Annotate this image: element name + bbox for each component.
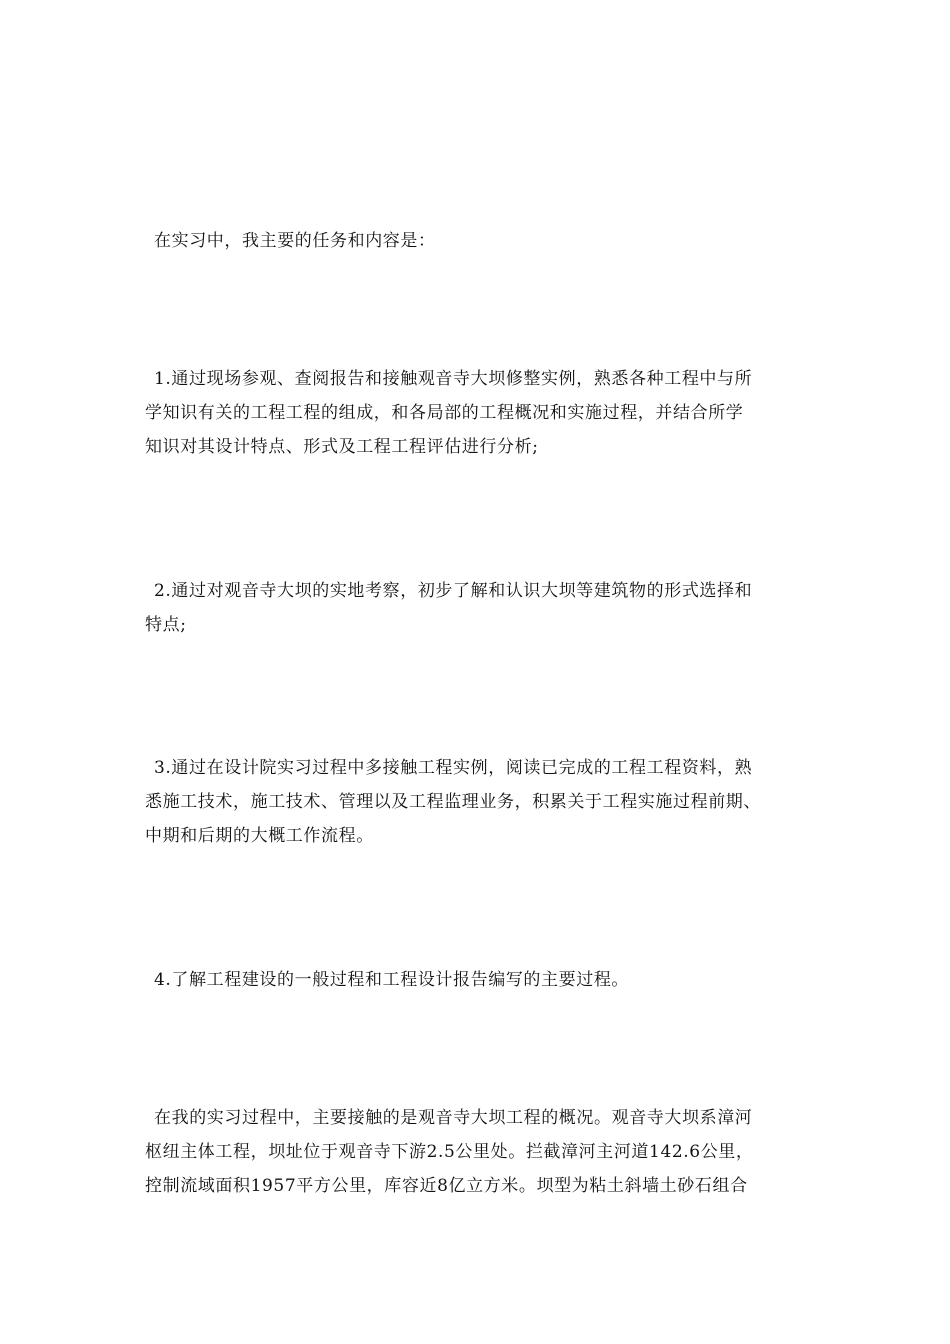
text-line: 3.通过在设计院实习过程中多接触工程实例，阅读已完成的工程工程资料，熟 [154, 758, 753, 778]
text-line: 4.了解工程建设的一般过程和工程设计报告编写的主要过程。 [154, 970, 630, 990]
text-line: 悉施工技术，施工技术、管理以及工程监理业务，积累关于工程实施过程前期、 [145, 792, 761, 812]
text-line: 知识对其设计特点、形式及工程工程评估进行分析; [145, 437, 539, 457]
intro-paragraph [145, 224, 810, 258]
text-line: 特点; [145, 615, 187, 635]
task-item-3 [145, 751, 810, 853]
project-overview-paragraph [145, 1101, 810, 1203]
task-item-1 [145, 362, 810, 464]
task-item-4 [145, 963, 810, 997]
text-line: 枢纽主体工程，坝址位于观音寺下游2.5公里处。拦截漳河主河道142.6公里， [145, 1142, 754, 1162]
text-line: 中期和后期的大概工作流程。 [145, 826, 374, 846]
text-line: 在我的实习过程中，主要接触的是观音寺大坝工程的概况。观音寺大坝系漳河 [154, 1108, 753, 1128]
text-line: 2.通过对观音寺大坝的实地考察，初步了解和认识大坝等建筑物的形式选择和 [154, 581, 753, 601]
text-line: 1.通过现场参观、查阅报告和接触观音寺大坝修整实例，熟悉各种工程中与所 [154, 369, 753, 389]
task-item-2 [145, 574, 810, 642]
text-line: 在实习中，我主要的任务和内容是： [154, 231, 436, 251]
text-line: 学知识有关的工程工程的组成，和各局部的工程概况和实施过程，并结合所学 [145, 403, 744, 423]
text-line: 控制流域面积1957平方公里，库容近8亿立方米。坝型为粘土斜墙土砂石组合 [145, 1176, 748, 1196]
